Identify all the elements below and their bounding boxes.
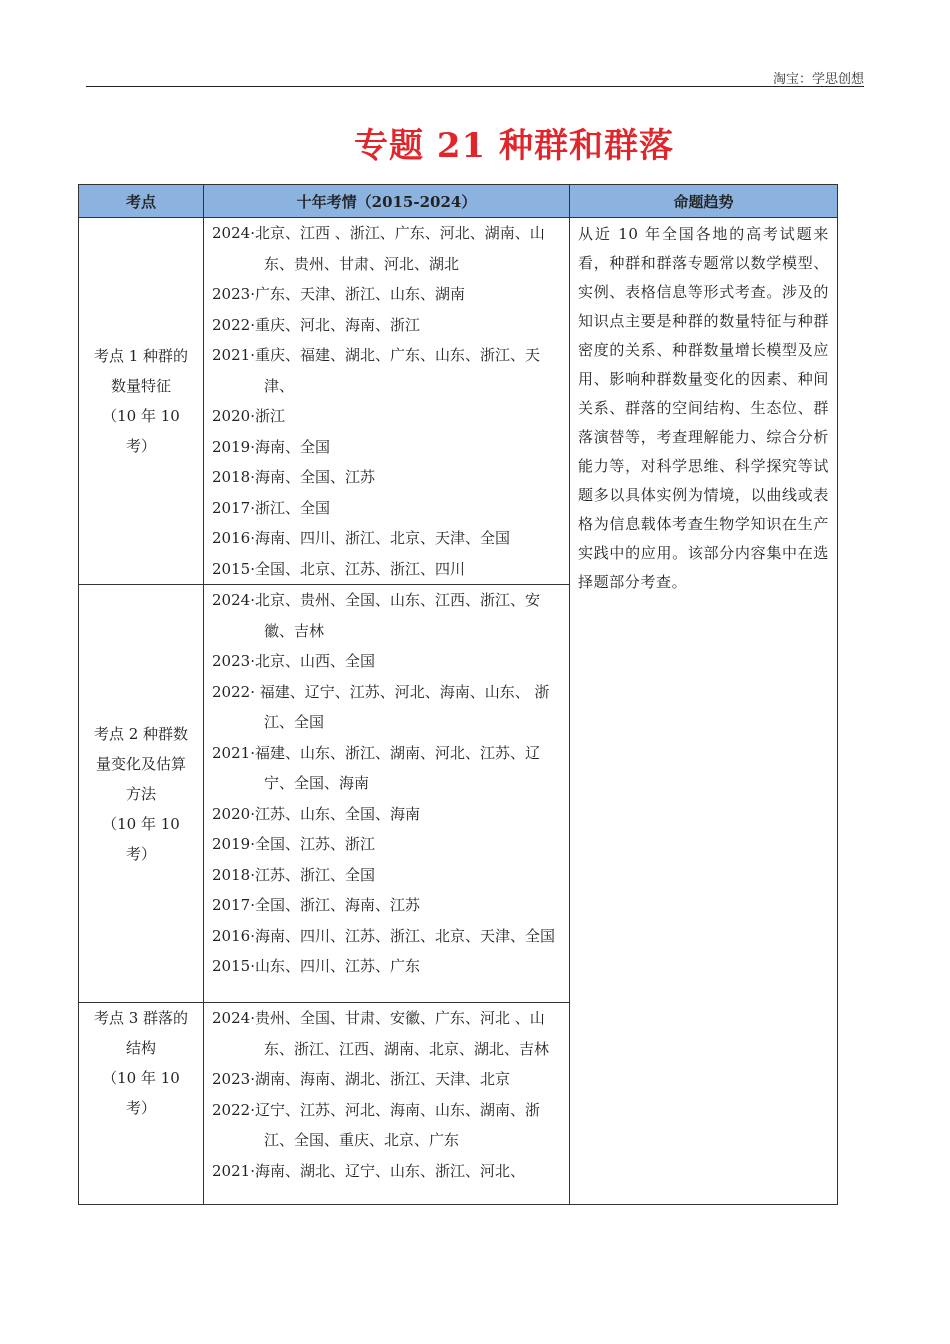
year-label: 2020 [212,407,251,425]
year-places: 海南、湖北、辽宁、山东、浙江、河北、 [254,1161,525,1180]
year-places: 辽宁、江苏、河北、海南、山东、湖南、浙江、全国、重庆、北京、广东 [254,1100,540,1149]
year-entry: 2020·浙江 [212,407,285,425]
year-places: 福建、辽宁、江苏、河北、海南、山东、 浙江、全国 [254,682,550,731]
year-entry: 2024·北京、贵州、全国、山东、江西、浙江、安徽、吉林 [212,591,540,640]
year-label: 2024 [212,224,251,242]
year-places: 重庆、河北、海南、浙江 [254,315,420,334]
year-entry: 2019·海南、全国 [212,437,330,456]
knowledge-point-cell [79,218,204,585]
year-places: 山东、四川、江苏、广东 [254,957,420,975]
year-label: 2021 [212,346,251,364]
year-entry: 2023·北京、山西、全国 [212,652,375,670]
years-cell [204,1003,570,1205]
year-entry: 2021·重庆、福建、湖北、广东、山东、浙江、天津、 [212,346,540,395]
year-entry: 2016·海南、四川、江苏、浙江、北京、天津、全国 [212,926,555,945]
year-label: 2015 [212,559,251,578]
year-places: 浙江、全国 [254,498,330,517]
year-entry: 2021·海南、湖北、辽宁、山东、浙江、河北、 [212,1161,525,1180]
year-label: 2015 [212,957,251,975]
year-label: 2024 [212,591,251,609]
year-entry: 2015·全国、北京、江苏、浙江、四川 [212,559,465,578]
year-entry: 2022·重庆、河北、海南、浙江 [212,315,420,334]
point-line: 结构 [125,1039,156,1057]
year-entry: 2018·江苏、浙江、全国 [212,865,375,884]
knowledge-point-cell [79,585,204,1003]
year-places: 海南、四川、江苏、浙江、北京、天津、全国 [254,926,555,945]
column-header-point: 考点 [79,185,204,218]
year-entry: 2021·福建、山东、浙江、湖南、河北、江苏、辽宁、全国、海南 [212,743,540,792]
year-entry: 2022· 福建、辽宁、江苏、河北、海南、山东、 浙江、全国 [212,682,550,731]
year-label: 2018 [212,865,251,884]
years-cell [204,585,570,1003]
year-label: 2021 [212,743,251,762]
year-places: 北京、江西 、浙江、广东、河北、湖南、山东、贵州、甘肃、河北、湖北 [254,224,545,273]
year-places: 北京、山西、全国 [254,652,375,670]
table-row [79,218,838,585]
year-places: 全国、江苏、浙江 [254,835,375,853]
year-places: 贵州、全国、甘肃、安徽、广东、河北 、山东、浙江、江西、湖南、北京、湖北、吉林 [254,1009,550,1058]
year-places: 海南、全国 [254,437,330,456]
year-places: 海南、全国、江苏 [254,468,375,486]
point-line: 考点 3 群落的 [93,1009,189,1027]
year-entry: 2017·全国、浙江、海南、江苏 [212,896,420,914]
year-entry: 2024·贵州、全国、甘肃、安徽、广东、河北 、山东、浙江、江西、湖南、北京、湖北、吉林 [212,1009,550,1058]
year-places: 重庆、福建、湖北、广东、山东、浙江、天津、 [254,346,540,395]
year-entry: 2020·江苏、山东、全国、海南 [212,804,420,823]
year-label: 2023 [212,652,251,670]
point-line: 方法 [125,784,156,803]
point-line: 考点 1 种群的 [93,347,189,365]
year-places: 湖南、海南、湖北、浙江、天津、北京 [254,1070,510,1088]
year-entry: 2022·辽宁、江苏、河北、海南、山东、湖南、浙江、全国、重庆、北京、广东 [212,1100,540,1149]
years-cell [204,218,570,585]
point-line: （10 年 10 [102,814,180,833]
year-places: 江苏、浙江、全国 [254,865,375,884]
exam-analysis-table [78,184,838,1205]
year-places: 全国、浙江、海南、江苏 [254,896,420,914]
point-line: （10 年 10 [102,407,180,425]
point-line: 考） [125,1099,156,1117]
year-label: 2022 [212,1100,251,1119]
year-places: 广东、天津、浙江、山东、湖南 [254,285,465,303]
year-entry: 2023·湖南、海南、湖北、浙江、天津、北京 [212,1070,510,1088]
year-label: 2020 [212,804,251,823]
header-rule [86,86,864,87]
page-title: 专题 21 种群和群落 [354,126,674,166]
trend-text: 从近 10 年全国各地的高考试题来看，种群和群落专题常以数学模型、实例、表格信息等形式考查。涉及的知识点主要是种群的数量特征与种群密度的关系、种群数量增长模型及应用、影响种群数量变化的因素、种间关系、群落的空间结构、生态位、群落演替等，考查理解能力、综合分析能力等，对科学思维、科学探究等试题多以具体实例为情境，以曲线或表格为信息载体考查生物学知识在生产实践中的应用。该部分内容集中在选择题部分考查。 [578,225,829,591]
column-header-trend: 命题趋势 [570,185,838,218]
year-entry: 2023·广东、天津、浙江、山东、湖南 [212,285,465,303]
year-places: 浙江 [254,407,285,425]
year-places: 江苏、山东、全国、海南 [254,804,420,823]
table-header-row [79,185,838,218]
year-entry: 2017·浙江、全国 [212,498,330,517]
year-label: 2022 [212,682,251,701]
year-entry: 2015·山东、四川、江苏、广东 [212,957,420,975]
trend-cell [570,218,838,1205]
year-label: 2019 [212,835,251,853]
year-entry: 2016·海南、四川、浙江、北京、天津、全国 [212,529,510,547]
year-label: 2024 [212,1009,251,1027]
year-places: 北京、贵州、全国、山东、江西、浙江、安徽、吉林 [254,591,540,640]
point-line: 数量特征 [110,377,171,395]
year-label: 2019 [212,437,251,456]
point-line: 量变化及估算 [95,754,186,773]
point-line: 考点 2 种群数 [93,724,189,743]
year-label: 2017 [212,498,251,517]
year-label: 2023 [212,1070,251,1088]
year-entry: 2018·海南、全国、江苏 [212,468,375,486]
year-label: 2021 [212,1161,251,1180]
year-places: 海南、四川、浙江、北京、天津、全国 [254,529,510,547]
year-label: 2022 [212,315,251,334]
year-label: 2016 [212,926,251,945]
year-label: 2018 [212,468,251,486]
year-label: 2016 [212,529,251,547]
point-line: 考） [125,844,156,863]
column-header-years: 十年考情（2015-2024） [204,185,570,218]
year-places: 福建、山东、浙江、湖南、河北、江苏、辽宁、全国、海南 [254,743,540,792]
year-places: 全国、北京、江苏、浙江、四川 [254,559,465,578]
year-entry: 2024·北京、江西 、浙江、广东、河北、湖南、山东、贵州、甘肃、河北、湖北 [212,224,545,273]
year-label: 2017 [212,896,251,914]
header-text: 淘宝：学思创想 [772,72,864,87]
point-line: 考） [125,437,156,455]
year-entry: 2019·全国、江苏、浙江 [212,835,375,853]
knowledge-point-cell [79,1003,204,1205]
point-line: （10 年 10 [102,1069,180,1087]
year-label: 2023 [212,285,251,303]
